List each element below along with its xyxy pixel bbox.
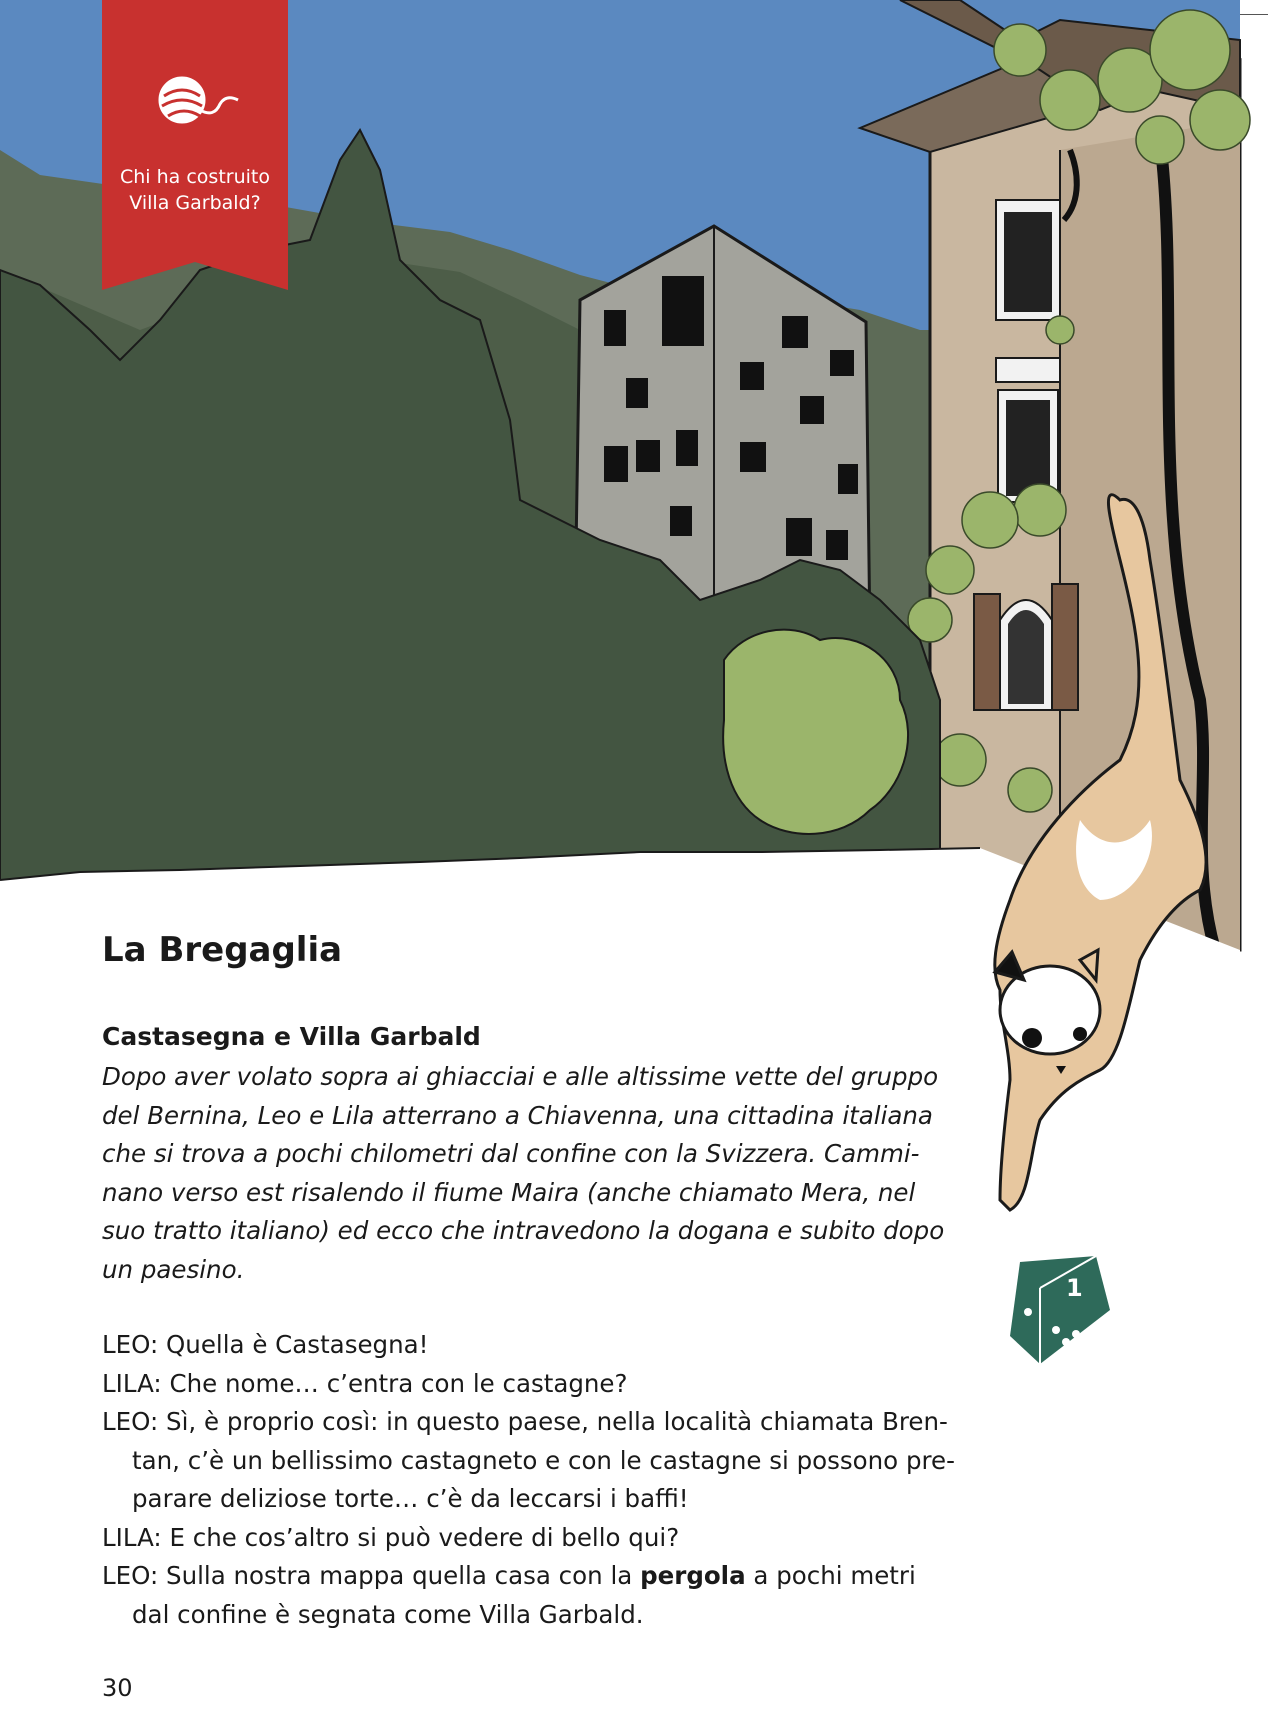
dialogue-text: LILA: Che nome… c’entra con le castagne? [102,1368,628,1398]
intro-line: del Bernina, Leo e Lila atterrano a Chiavenna, una cittadina italiana [102,1100,933,1130]
intro-line: che si trova a pochi chilometri dal confine con la Svizzera. Cammi- [102,1139,920,1168]
die-number: 1 [1066,1274,1083,1302]
dialogue [102,1326,955,1634]
dialogue-text: tan, c’è un bellissimo castagneto e con le castagne si possono pre- [132,1445,955,1475]
dialogue-text: LEO: Sì, è proprio così: in questo paese, nella località chiamata Bren- [102,1407,948,1436]
dialogue-post: a pochi metri [745,1561,916,1590]
page-number: 30 [102,1674,133,1702]
bookmark-line-1: Chi ha costruito [120,166,270,188]
pergola-term: pergola [640,1561,746,1590]
dialogue-line [102,1403,955,1519]
dialogue-text [102,1557,916,1596]
dialogue-pre: LEO: Sulla nostra mappa quella casa con la [102,1561,641,1590]
dialogue-line [102,1326,892,1365]
dialogue-text: parare deliziose torte… c’è da leccarsi i baffi! [132,1484,689,1513]
intro-paragraph [102,1058,945,1289]
subsection-heading: Castasegna e Villa Garbald [102,1022,481,1051]
dialogue-text: LEO: Quella è Castasegna! [102,1330,429,1359]
intro-line: Dopo aver volato sopra ai ghiacciai e alle altissime vette del gruppo [102,1062,939,1091]
dialogue-line [102,1519,892,1558]
intro-line: nano verso est risalendo il fiume Maira (anche chiamato Mera, nel [102,1177,916,1207]
intro-line: un paesino. [102,1254,245,1284]
section-heading: La Bregaglia [102,930,343,970]
dialogue-text: dal confine è segnata come Villa Garbald. [132,1599,644,1629]
bookmark-label [102,164,288,216]
top-rule [1240,14,1268,15]
intro-line: suo tratto italiano) ed ecco che intravedono la dogana e subito dopo [102,1216,945,1245]
bookmark-line-2: Villa Garbald? [129,192,261,214]
bookmark-ribbon [102,0,288,290]
dialogue-line [102,1557,916,1634]
dialogue-text: LILA: E che cos’altro si può vedere di bello qui? [102,1522,680,1552]
dialogue-line [102,1365,892,1404]
